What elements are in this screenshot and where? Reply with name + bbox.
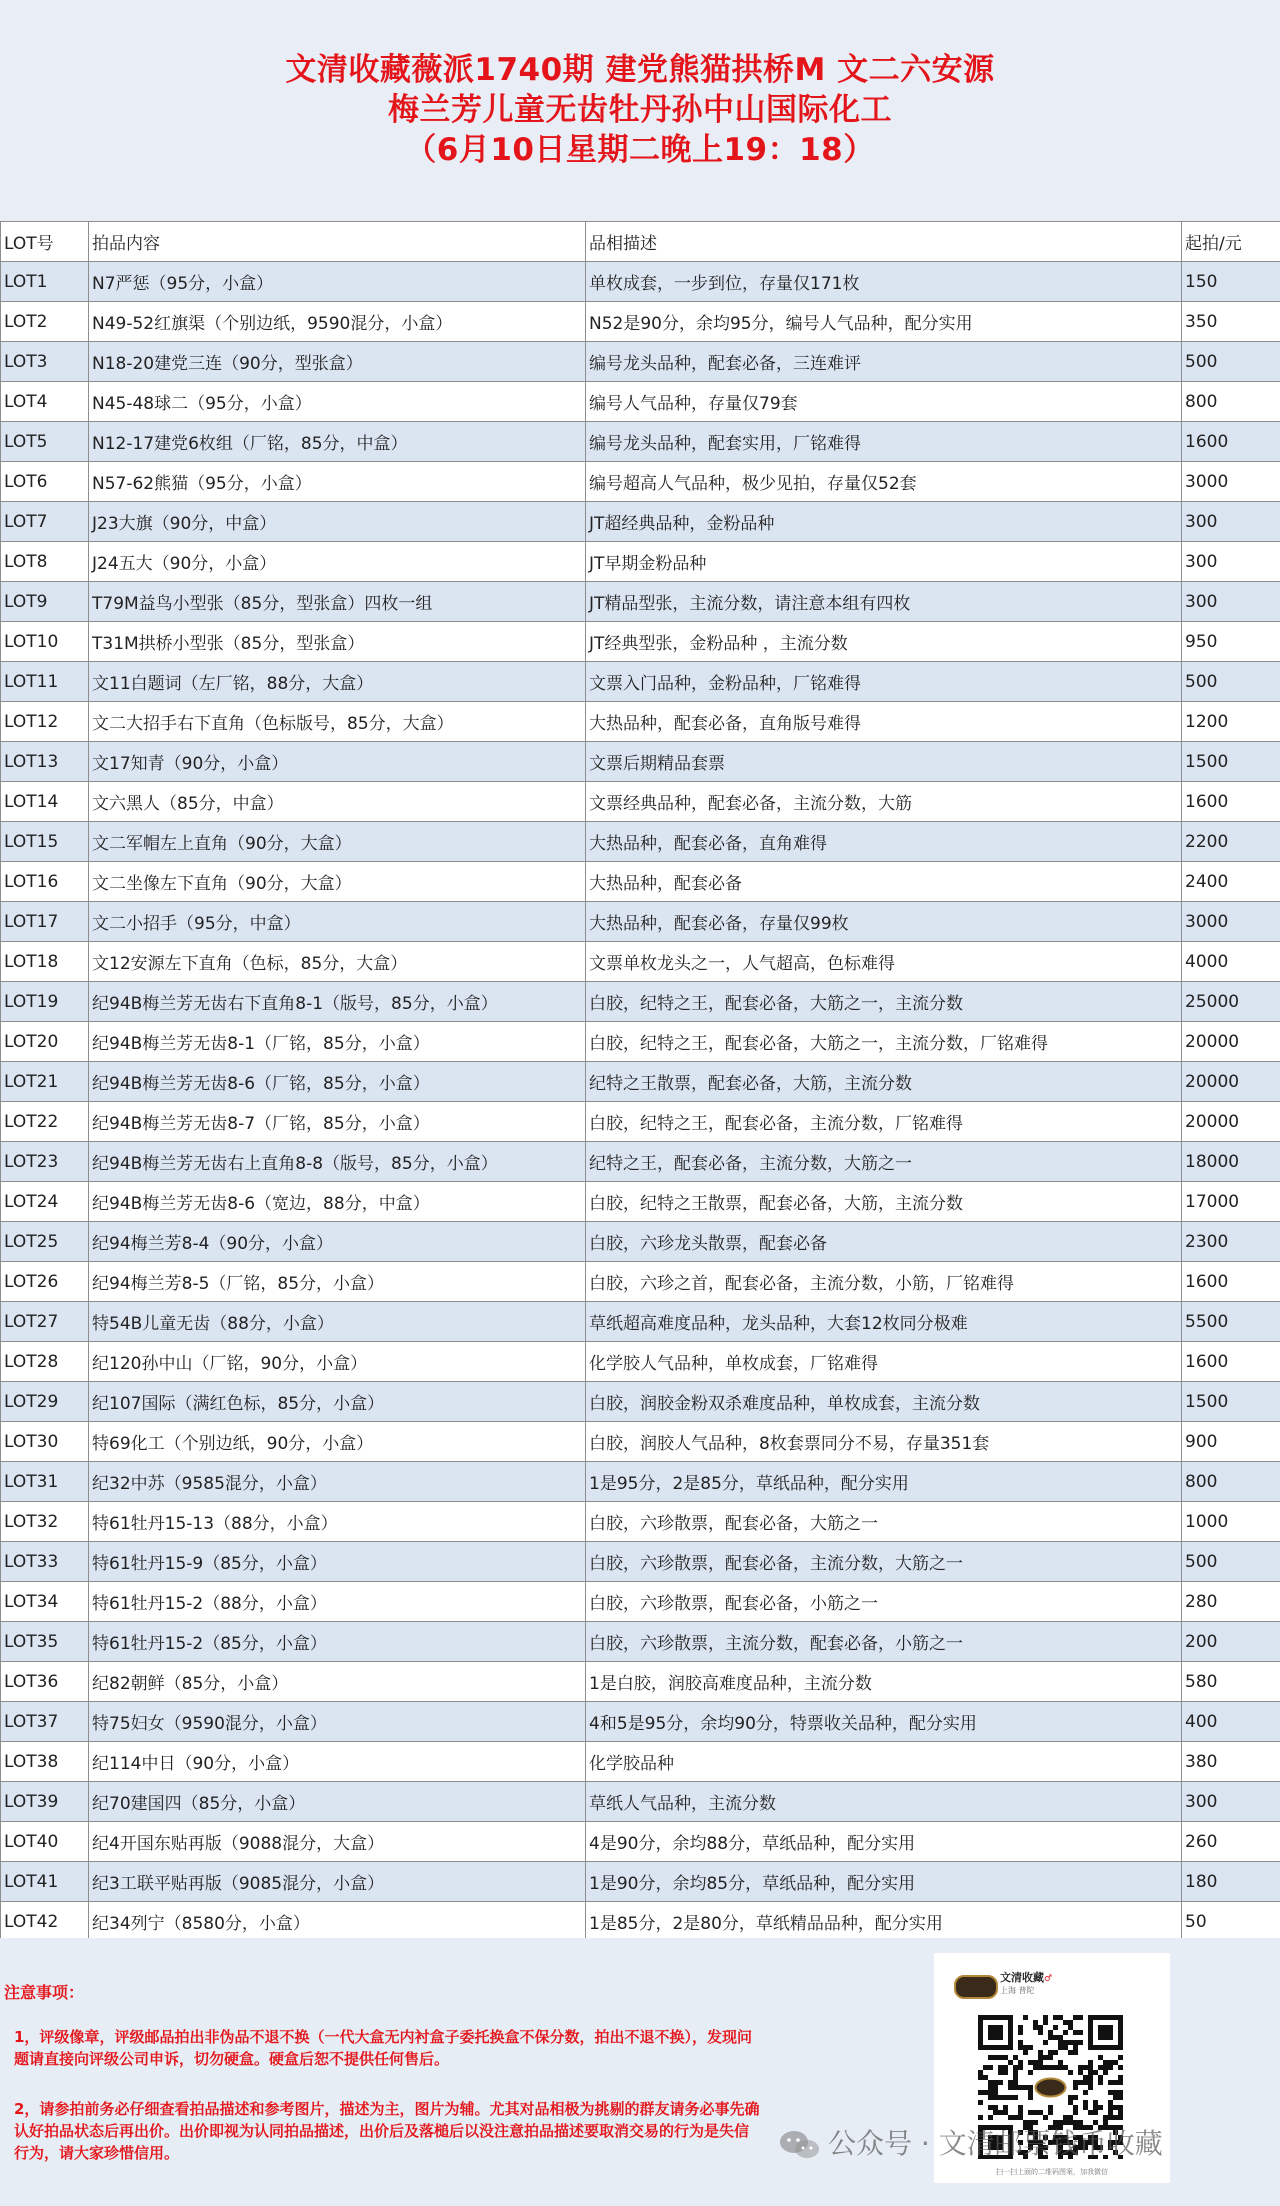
lot-condition: 大热品种，配套必备: [586, 862, 1182, 902]
lot-number: LOT4: [1, 382, 89, 422]
lot-start-price: 800: [1182, 1462, 1280, 1502]
lot-item: J24五大（90分，小盒）: [89, 542, 586, 582]
lot-condition: JT经典型张，金粉品种 ，主流分数: [586, 622, 1182, 662]
title-line-3: （6月10日星期二晚上19：18）: [405, 132, 875, 168]
lot-item: 纪94B梅兰芳无齿8-6（厂铭，85分，小盒）: [89, 1062, 586, 1102]
lot-condition: 大热品种，配套必备，直角版号难得: [586, 702, 1182, 742]
qr-footer: 扫一扫上面的二维码图案，加我微信: [996, 2168, 1108, 2176]
lot-condition: JT精品型张，主流分数，请注意本组有四枚: [586, 582, 1182, 622]
table-row: [1, 1902, 1280, 1942]
lot-item: 纪94B梅兰芳无齿8-6（宽边，88分，中盒）: [89, 1182, 586, 1222]
lot-condition: 大热品种，配套必备，直角难得: [586, 822, 1182, 862]
lot-number: LOT36: [1, 1662, 89, 1702]
lot-number: LOT5: [1, 422, 89, 462]
lot-start-price: 800: [1182, 382, 1280, 422]
lot-start-price: 5500: [1182, 1302, 1280, 1342]
table-row: [1, 1582, 1280, 1622]
lot-number: LOT31: [1, 1462, 89, 1502]
lot-number: LOT25: [1, 1222, 89, 1262]
lot-item: 文17知青（90分，小盒）: [89, 742, 586, 782]
lot-item: 特61牡丹15-2（85分，小盒）: [89, 1622, 586, 1662]
lot-item: N57-62熊猫（95分，小盒）: [89, 462, 586, 502]
lot-condition: 文票单枚龙头之一，人气超高，色标难得: [586, 942, 1182, 982]
lot-condition: 编号龙头品种，配套实用，厂铭难得: [586, 422, 1182, 462]
lot-start-price: 300: [1182, 582, 1280, 622]
lot-condition: 白胶，六珍之首，配套必备，主流分数，小筋，厂铭难得: [586, 1262, 1182, 1302]
lot-condition: 大热品种，配套必备，存量仅99枚: [586, 902, 1182, 942]
lot-condition: JT超经典品种，金粉品种: [586, 502, 1182, 542]
lot-table: [0, 221, 1280, 1942]
lot-item: 纪114中日（90分，小盒）: [89, 1742, 586, 1782]
lot-item: 纪94B梅兰芳无齿8-1（厂铭，85分，小盒）: [89, 1022, 586, 1062]
lot-number: LOT30: [1, 1422, 89, 1462]
lot-number: LOT12: [1, 702, 89, 742]
lot-item: 文二军帽左上直角（90分，大盒）: [89, 822, 586, 862]
lot-condition: 1是85分，2是80分，草纸精品品种，配分实用: [586, 1902, 1182, 1942]
qr-name-text: 文清收藏: [1000, 1971, 1044, 1984]
lot-start-price: 300: [1182, 542, 1280, 582]
lot-number: LOT37: [1, 1702, 89, 1742]
lot-number: LOT29: [1, 1382, 89, 1422]
lot-condition: 文票经典品种，配套必备，主流分数，大筋: [586, 782, 1182, 822]
lot-item: J23大旗（90分，中盒）: [89, 502, 586, 542]
lot-start-price: 500: [1182, 662, 1280, 702]
lot-start-price: 1600: [1182, 1342, 1280, 1382]
lot-condition: 单枚成套，一步到位，存量仅171枚: [586, 262, 1182, 302]
lot-condition: 白胶，六珍龙头散票，配套必备: [586, 1222, 1182, 1262]
lot-item: 文11白题词（左厂铭，88分，大盒）: [89, 662, 586, 702]
lot-number: LOT22: [1, 1102, 89, 1142]
lot-condition: 化学胶人气品种，单枚成套，厂铭难得: [586, 1342, 1182, 1382]
lot-item: 纪94B梅兰芳无齿右上直角8-8（版号，85分，小盒）: [89, 1142, 586, 1182]
table-row: [1, 822, 1280, 862]
table-row: [1, 1422, 1280, 1462]
lot-number: LOT41: [1, 1862, 89, 1902]
lot-start-price: 50: [1182, 1902, 1280, 1942]
lot-number: LOT8: [1, 542, 89, 582]
table-row: [1, 1342, 1280, 1382]
lot-start-price: 580: [1182, 1662, 1280, 1702]
lot-condition: 白胶，纪特之王，配套必备，大筋之一，主流分数，厂铭难得: [586, 1022, 1182, 1062]
table-row: [1, 1382, 1280, 1422]
lot-item: T31M拱桥小型张（85分，型张盒）: [89, 622, 586, 662]
lot-start-price: 2200: [1182, 822, 1280, 862]
qr-location: 上海 普陀: [1000, 1986, 1035, 1995]
lot-start-price: 500: [1182, 342, 1280, 382]
table-row: [1, 1742, 1280, 1782]
lot-item: N12-17建党6枚组（厂铭，85分，中盒）: [89, 422, 586, 462]
lot-condition: 纪特之王，配套必备，主流分数，大筋之一: [586, 1142, 1182, 1182]
lot-condition: 纪特之王散票，配套必备，大筋，主流分数: [586, 1062, 1182, 1102]
note-item-2: 2，请参拍前务必仔细查看拍品描述和参考图片，描述为主，图片为辅。尤其对品相极为挑剔的群友请务必事先确认好拍品状态后再出价。出价即视为认同拍品描述，出价后及落槌后以没注意拍品描述要取消交易的行为是失信行为，请大家珍惜信用。: [14, 2100, 760, 2162]
lot-item: N7严惩（95分，小盒）: [89, 262, 586, 302]
lot-condition: 编号人气品种，存量仅79套: [586, 382, 1182, 422]
lot-start-price: 1500: [1182, 742, 1280, 782]
lot-item: 文二小招手（95分，中盒）: [89, 902, 586, 942]
lot-number: LOT23: [1, 1142, 89, 1182]
lot-condition: 1是90分，余均85分，草纸品种，配分实用: [586, 1862, 1182, 1902]
lot-number: LOT28: [1, 1342, 89, 1382]
lot-item: 纪82朝鲜（85分，小盒）: [89, 1662, 586, 1702]
lot-start-price: 25000: [1182, 982, 1280, 1022]
table-row: [1, 902, 1280, 942]
table-row: [1, 942, 1280, 982]
lot-item: 特54B儿童无齿（88分，小盒）: [89, 1302, 586, 1342]
table-row: [1, 702, 1280, 742]
table-row: [1, 782, 1280, 822]
lot-start-price: 1200: [1182, 702, 1280, 742]
header: [0, 0, 1280, 220]
lot-condition: 1是白胶，润胶高难度品种，主流分数: [586, 1662, 1182, 1702]
lot-condition: 白胶，纪特之王，配套必备，主流分数，厂铭难得: [586, 1102, 1182, 1142]
table-row: [1, 262, 1280, 302]
lot-number: LOT14: [1, 782, 89, 822]
lot-item: N49-52红旗渠（个别边纸，9590混分，小盒）: [89, 302, 586, 342]
lot-start-price: 400: [1182, 1702, 1280, 1742]
lot-condition: 草纸超高难度品种，龙头品种，大套12枚同分极难: [586, 1302, 1182, 1342]
lot-item: 文12安源左下直角（色标，85分，大盒）: [89, 942, 586, 982]
lot-condition: 4和5是95分，余均90分，特票收关品种，配分实用: [586, 1702, 1182, 1742]
lot-number: LOT33: [1, 1542, 89, 1582]
lot-condition: 白胶，六珍散票，配套必备，主流分数，大筋之一: [586, 1542, 1182, 1582]
lot-number: LOT35: [1, 1622, 89, 1662]
brand-logo-icon: [954, 1975, 998, 1999]
lot-condition: 编号超高人气品种，极少见拍，存量仅52套: [586, 462, 1182, 502]
lot-number: LOT40: [1, 1822, 89, 1862]
table-row: [1, 1142, 1280, 1182]
table-row: [1, 462, 1280, 502]
lot-condition: JT早期金粉品种: [586, 542, 1182, 582]
table-row: [1, 662, 1280, 702]
table-row: [1, 862, 1280, 902]
lot-start-price: 1600: [1182, 422, 1280, 462]
lot-start-price: 17000: [1182, 1182, 1280, 1222]
note-item-1: 1，评级像章，评级邮品拍出非伪品不退不换（一代大盒无内衬盒子委托换盒不保分数，拍出不退不换），发现问题请直接向评级公司申诉，切勿硬盒。硬盒后恕不提供任何售后。: [14, 2028, 752, 2068]
lot-item: 纪4开国东贴再版（9088混分，大盒）: [89, 1822, 586, 1862]
table-row: [1, 1622, 1280, 1662]
lot-number: LOT6: [1, 462, 89, 502]
watermark-text: 公众号 · 文清邮票钱币收藏: [828, 2127, 1163, 2160]
lot-condition: 1是95分，2是85分，草纸品种，配分实用: [586, 1462, 1182, 1502]
lot-number: LOT24: [1, 1182, 89, 1222]
lot-start-price: 20000: [1182, 1062, 1280, 1102]
lot-start-price: 900: [1182, 1422, 1280, 1462]
lot-item: N18-20建党三连（90分，型张盒）: [89, 342, 586, 382]
table-row: [1, 302, 1280, 342]
table-row: [1, 1462, 1280, 1502]
table-row: [1, 1022, 1280, 1062]
lot-start-price: 350: [1182, 302, 1280, 342]
lot-item: 纪94梅兰芳8-5（厂铭，85分，小盒）: [89, 1262, 586, 1302]
lot-item: 纪94B梅兰芳无齿右下直角8-1（版号，85分，小盒）: [89, 982, 586, 1022]
lot-condition: 化学胶品种: [586, 1742, 1182, 1782]
lot-number: LOT21: [1, 1062, 89, 1102]
table-row: [1, 1862, 1280, 1902]
notes-title: 注意事项：: [4, 1983, 85, 2002]
lot-item: N45-48球二（95分，小盒）: [89, 382, 586, 422]
lot-condition: 文票后期精品套票: [586, 742, 1182, 782]
lot-number: LOT19: [1, 982, 89, 1022]
lot-condition: 白胶，六珍散票，主流分数，配套必备，小筋之一: [586, 1622, 1182, 1662]
lot-condition: 白胶，润胶金粉双杀难度品种，单枚成套，主流分数: [586, 1382, 1182, 1422]
lot-start-price: 180: [1182, 1862, 1280, 1902]
lot-condition: 4是90分，余均88分，草纸品种，配分实用: [586, 1822, 1182, 1862]
lot-start-price: 1500: [1182, 1382, 1280, 1422]
table-header-row: [1, 222, 1280, 262]
lot-condition: 编号龙头品种，配套必备，三连难评: [586, 342, 1182, 382]
table-row: [1, 422, 1280, 462]
table-row: [1, 1302, 1280, 1342]
lot-start-price: 20000: [1182, 1102, 1280, 1142]
lot-item: 文二坐像左下直角（90分，大盒）: [89, 862, 586, 902]
lot-start-price: 280: [1182, 1582, 1280, 1622]
table-row: [1, 622, 1280, 662]
table-row: [1, 1782, 1280, 1822]
lot-number: LOT7: [1, 502, 89, 542]
lot-start-price: 20000: [1182, 1022, 1280, 1062]
lot-start-price: 500: [1182, 1542, 1280, 1582]
watermark: [778, 2124, 1163, 2164]
lot-condition: 白胶，六珍散票，配套必备，小筋之一: [586, 1582, 1182, 1622]
lot-number: LOT3: [1, 342, 89, 382]
lot-number: LOT13: [1, 742, 89, 782]
table-row: [1, 502, 1280, 542]
qr-account-name: [1000, 1969, 1052, 1985]
lot-number: LOT27: [1, 1302, 89, 1342]
table-row: [1, 1062, 1280, 1102]
lot-number: LOT34: [1, 1582, 89, 1622]
lot-item: 特61牡丹15-9（85分，小盒）: [89, 1542, 586, 1582]
lot-number: LOT9: [1, 582, 89, 622]
table-row: [1, 1502, 1280, 1542]
lot-item: 纪107国际（满红色标，85分，小盒）: [89, 1382, 586, 1422]
lot-start-price: 1600: [1182, 1262, 1280, 1302]
title-line-1: 文清收藏薇派1740期 建党熊猫拱桥M 文二六安源: [285, 52, 995, 88]
table-row: [1, 1542, 1280, 1582]
col-header-item: 拍品内容: [89, 222, 586, 262]
lot-item: 纪94B梅兰芳无齿8-7（厂铭，85分，小盒）: [89, 1102, 586, 1142]
lot-start-price: 380: [1182, 1742, 1280, 1782]
table-row: [1, 982, 1280, 1022]
lot-number: LOT17: [1, 902, 89, 942]
lot-condition: 白胶，六珍散票，配套必备，大筋之一: [586, 1502, 1182, 1542]
lot-start-price: 2300: [1182, 1222, 1280, 1262]
lot-number: LOT42: [1, 1902, 89, 1942]
lot-start-price: 3000: [1182, 462, 1280, 502]
title-line-2: 梅兰芳儿童无齿牡丹孙中山国际化工: [388, 92, 892, 128]
lot-item: 纪34列宁（8580分，小盒）: [89, 1902, 586, 1942]
table-row: [1, 1702, 1280, 1742]
table-row: [1, 1102, 1280, 1142]
lot-number: LOT16: [1, 862, 89, 902]
lot-condition: 白胶，纪特之王散票，配套必备，大筋，主流分数: [586, 1182, 1182, 1222]
lot-item: 特61牡丹15-2（88分，小盒）: [89, 1582, 586, 1622]
gender-icon: ♂: [1044, 1974, 1053, 1984]
table-row: [1, 1262, 1280, 1302]
lot-number: LOT39: [1, 1782, 89, 1822]
col-header-condition: 品相描述: [586, 222, 1182, 262]
lot-number: LOT38: [1, 1742, 89, 1782]
lot-item: 纪3工联平贴再版（9085混分，小盒）: [89, 1862, 586, 1902]
table-row: [1, 382, 1280, 422]
table-row: [1, 582, 1280, 622]
lot-start-price: 1600: [1182, 782, 1280, 822]
table-row: [1, 1222, 1280, 1262]
lot-item: T79M益鸟小型张（85分，型张盒）四枚一组: [89, 582, 586, 622]
lot-condition: N52是90分，余均95分，编号人气品种，配分实用: [586, 302, 1182, 342]
lot-start-price: 950: [1182, 622, 1280, 662]
lot-start-price: 260: [1182, 1822, 1280, 1862]
lot-number: LOT15: [1, 822, 89, 862]
table-row: [1, 1822, 1280, 1862]
lot-item: 文二大招手右下直角（色标版号，85分，大盒）: [89, 702, 586, 742]
lot-item: 特75妇女（9590混分，小盒）: [89, 1702, 586, 1742]
table-row: [1, 742, 1280, 782]
lot-number: LOT2: [1, 302, 89, 342]
lot-number: LOT1: [1, 262, 89, 302]
lot-number: LOT10: [1, 622, 89, 662]
lot-number: LOT11: [1, 662, 89, 702]
lot-number: LOT18: [1, 942, 89, 982]
table-row: [1, 1662, 1280, 1702]
col-header-start-price: 起拍/元: [1182, 222, 1280, 262]
lot-start-price: 18000: [1182, 1142, 1280, 1182]
lot-number: LOT20: [1, 1022, 89, 1062]
lot-item: 特61牡丹15-13（88分，小盒）: [89, 1502, 586, 1542]
col-header-lot: LOT号: [1, 222, 89, 262]
lot-start-price: 300: [1182, 502, 1280, 542]
table-row: [1, 342, 1280, 382]
lot-start-price: 4000: [1182, 942, 1280, 982]
table-row: [1, 542, 1280, 582]
lot-item: 文六黑人（85分，中盒）: [89, 782, 586, 822]
lot-start-price: 200: [1182, 1622, 1280, 1662]
lot-start-price: 3000: [1182, 902, 1280, 942]
lot-start-price: 300: [1182, 1782, 1280, 1822]
lot-item: 纪120孙中山（厂铭，90分，小盒）: [89, 1342, 586, 1382]
lot-number: LOT26: [1, 1262, 89, 1302]
lot-item: 特69化工（个别边纸，90分，小盒）: [89, 1422, 586, 1462]
lot-condition: 文票入门品种，金粉品种，厂铭难得: [586, 662, 1182, 702]
lot-item: 纪70建国四（85分，小盒）: [89, 1782, 586, 1822]
lot-item: 纪94梅兰芳8-4（90分，小盒）: [89, 1222, 586, 1262]
wechat-icon: [778, 2128, 822, 2162]
lot-number: LOT32: [1, 1502, 89, 1542]
lot-condition: 白胶，润胶人气品种，8枚套票同分不易，存量351套: [586, 1422, 1182, 1462]
lot-start-price: 150: [1182, 262, 1280, 302]
lot-condition: 白胶，纪特之王，配套必备，大筋之一，主流分数: [586, 982, 1182, 1022]
lot-item: 纪32中苏（9585混分，小盒）: [89, 1462, 586, 1502]
table-row: [1, 1182, 1280, 1222]
lot-start-price: 1000: [1182, 1502, 1280, 1542]
lot-start-price: 2400: [1182, 862, 1280, 902]
lot-condition: 草纸人气品种，主流分数: [586, 1782, 1182, 1822]
